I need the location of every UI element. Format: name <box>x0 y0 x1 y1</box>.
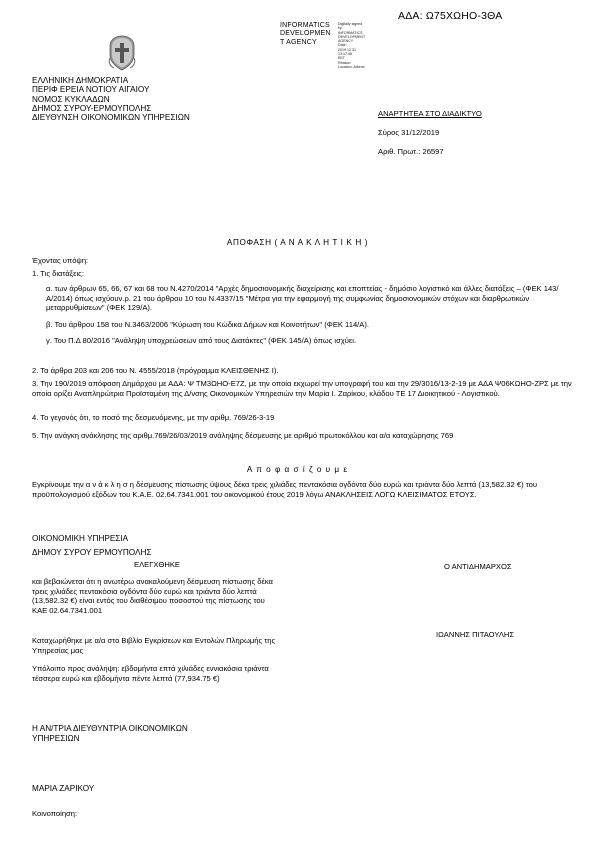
paragraph-c: γ. Του Π.Δ 80/2016 "Ανάληψη υποχρεώσεων από τους Διατάκτες" (ΦΕΚ 145/Α) όπως ισχύει. <box>46 336 357 345</box>
decision-heading: Α π ο φ α σ ί ζ ο υ μ ε <box>246 465 349 474</box>
financial-service <box>32 532 151 560</box>
item-4: 4. Το γεγονός ότι, το ποσό της δεσμευόμενης, με την αριθμ. 769/26-3-19 <box>32 413 275 422</box>
authority-line: ΕΛΛΗΝΙΚΗ ΔΗΜΟΚΡΑΤΙΑ <box>32 76 129 85</box>
signature-line: DEVELOPMENT AGENCY <box>338 34 366 44</box>
signature-line: EET <box>338 56 345 61</box>
ida-logo-line: T AGENCY <box>280 38 317 46</box>
paragraph-a: α. των άρθρων 65, 66, 67 και 68 του Ν.4270/2014 "Αρχές δημοσιονομικής διαχείρισης και εποπτείας - δημόσιο λογιστικό και άλλες διατάξεις – (ΦΕΚ 143/Α/2014) όπως ισχύουν.ρ. 21 του άρθρου 10 του Ν.4337/15 "Μέτρα για την εφαρμογή της συμφωνίας δημοσιονομικών στόχων και διαρθρωτικών μεταρρυθμίσεων" (ΦΕΚ 129/Α). <box>46 284 559 313</box>
director-title-line: Η ΑΝ/ΤΡΙΑ ΔΙΕΥΘΥΝΤΡΙΑ ΟΙΚΟΝΟΜΙΚΩΝ <box>32 724 188 733</box>
director-name: ΜΑΡΙΑ ΖΑΡΙΚΟΥ <box>32 784 95 793</box>
ida-logo-line: DEVELOPMEN <box>280 30 331 38</box>
certification-text: και βεβαιώνεται ότι η ανωτέρω ανακαλούμενη δέσμευση πίστωσης δέκα τρεις χιλιάδες πεντακόσια ογδόντα δύο ευρώ και τριάντα δύο λεπτά (13,582.32 €) είναι εντός του διαθέσιμου ποσοστού της πίστωσης του ΚΑΕ 02.64.7341.001 <box>32 577 273 616</box>
post-online-note: ΑΝΑΡΤΗΤΕΑ ΣΤΟ ΔΙΑΔΙΚΤΥΟ <box>378 109 482 118</box>
section-1-heading: 1. Τις διατάξεις: <box>32 269 84 278</box>
deputy-mayor-name: ΙΩΑΝΝΗΣ ΠΙΤΑΟΥΛΗΣ <box>436 630 515 639</box>
director-title <box>32 724 188 744</box>
authority-line: ΝΟΜΟΣ ΚΥΚΛΑΔΩΝ <box>32 94 110 104</box>
remainder-text: Υπόλοιπο προς ανάληψη: εβδομήντα επτά χιλιάδες εννιακόσια τριάντα τέσσερα ευρώ και εβδομήντα πέντε λεπτά (77,934.75 €) <box>32 664 269 683</box>
deputy-mayor-title: Ο ΑΝΤΙΔΗΜΑΡΧΟΣ <box>444 562 512 571</box>
signature-line: Location: Athens <box>338 64 365 69</box>
ida-logo-line: INFORMATICS <box>280 22 330 29</box>
signature-line: INFORMATICS <box>338 30 363 35</box>
decision-text: Εγκρίνουμε την α ν ά κ λ η σ η δέσμευσης πίστωσης ύψους δέκα τρεις χιλιάδες πεντακόσια ογδόντα δύο ευρώ και τριάντα δύο λεπτά (13,582.32 €) του προϋπολογισμού εξόδων του Κ.Α.Ε. 02.64.7341.001 του οικονομικού έτους 2019 λόγω ΑΝΑΚΛΗΣΕΙΣ ΛΟΓΩ ΚΛΕΙΣΙΜΑΤΟΣ ΕΤΟΥΣ. <box>32 480 537 499</box>
authority-line: ΠΕΡΙΦ ΕΡΕΙΑ ΝΟΤΙΟΥ ΑΙΓΑΙΟΥ <box>32 85 150 95</box>
place-date: Σύρος 31/12/2019 <box>378 128 440 137</box>
financial-service-line: ΟΙΚΟΝΟΜΙΚΗ ΥΠΗΡΕΣΙΑ <box>32 534 129 543</box>
registry-entry-text: Καταχωρήθηκε με α/α στο Βιβλίο Εγκρίσεων και Εντολών Πληρωμής της Υπηρεσίας μας <box>32 636 276 655</box>
signature-line: Reason: <box>338 60 352 65</box>
financial-service-line: ΔΗΜΟΥ ΣΥΡΟΥ ΕΡΜΟΥΠΟΛΗΣ <box>32 548 152 557</box>
paragraph-b: β. Του άρθρου 158 του Ν.3463/2006 "Κύρωση του Κώδικα Δήμων και Κοινοτήτων" (ΦΕΚ 114/Α). <box>46 320 369 329</box>
considering-heading: Έχοντας υπόψη: <box>32 256 89 265</box>
protocol-number: Αριθ. Πρωτ.: 26597 <box>378 147 444 156</box>
director-title-line: ΥΠΗΡΕΣΙΩΝ <box>32 734 80 743</box>
item-2: 2. Τα άρθρα 203 και 206 του Ν. 4555/2018 (πρόγραμμα ΚΛΕΙΣΘΕΝΗΣ Ι). <box>32 366 279 375</box>
ada-code: ΑΔΑ: Ω75ΧΩΗΟ-3ΘΑ <box>398 10 503 22</box>
digital-signature-stamp <box>338 22 365 69</box>
authority-line: ΔΙΕΥΘΥΝΣΗ ΟΙΚΟΝΟΜΙΚΩΝ ΥΠΗΡΕΣΙΩΝ <box>32 113 190 123</box>
issuing-authority <box>32 76 190 122</box>
cc-label: Κοινοποίηση: <box>32 809 78 818</box>
signature-line: Digitally signed by <box>338 22 363 31</box>
greek-emblem-icon <box>106 32 138 72</box>
checked-label: ΕΛΕΓΧΘΗΚΕ <box>134 560 180 569</box>
item-5: 5. Την ανάγκη ανάκλησης της αριθμ.769/26/03/2019 ανάληψης δέσμευσης με αριθμό πρωτοκόλλου και α/α καταχώρησης 769 <box>32 431 454 440</box>
signature-line: Date: 2019.12.31 13:17:45 <box>338 43 356 57</box>
item-3: 3. Την 190/2019 απόφαση Δημάρχου με ΑΔΑ: Ψ ΤΜ3ΩΗΟ-Ε7Ζ, με την οποία εκχωρεί την υπογραφή του και την 29/3016/13-2-19 με ΑΔΑ Ψ06ΚΩΗΟ-ΖΡΣ με την οποία ορίζει Αναπληρώτρια Προϊσταμένη της Δ/νσης Οικονομικών Υπηρεσιών την Μαρία Ι. Ζαρίκου, κλάδου ΤΕ 17 Διοικητικού - Λογιστικού. <box>32 379 572 398</box>
document-title: ΑΠΟΦΑΣΗ ( Α Ν Α Κ Λ Η Τ Ι Κ Η ) <box>226 238 369 247</box>
authority-line: ΔΗΜΟΣ ΣΥΡΟΥ-ΕΡΜΟΥΠΟΛΗΣ <box>32 103 152 113</box>
